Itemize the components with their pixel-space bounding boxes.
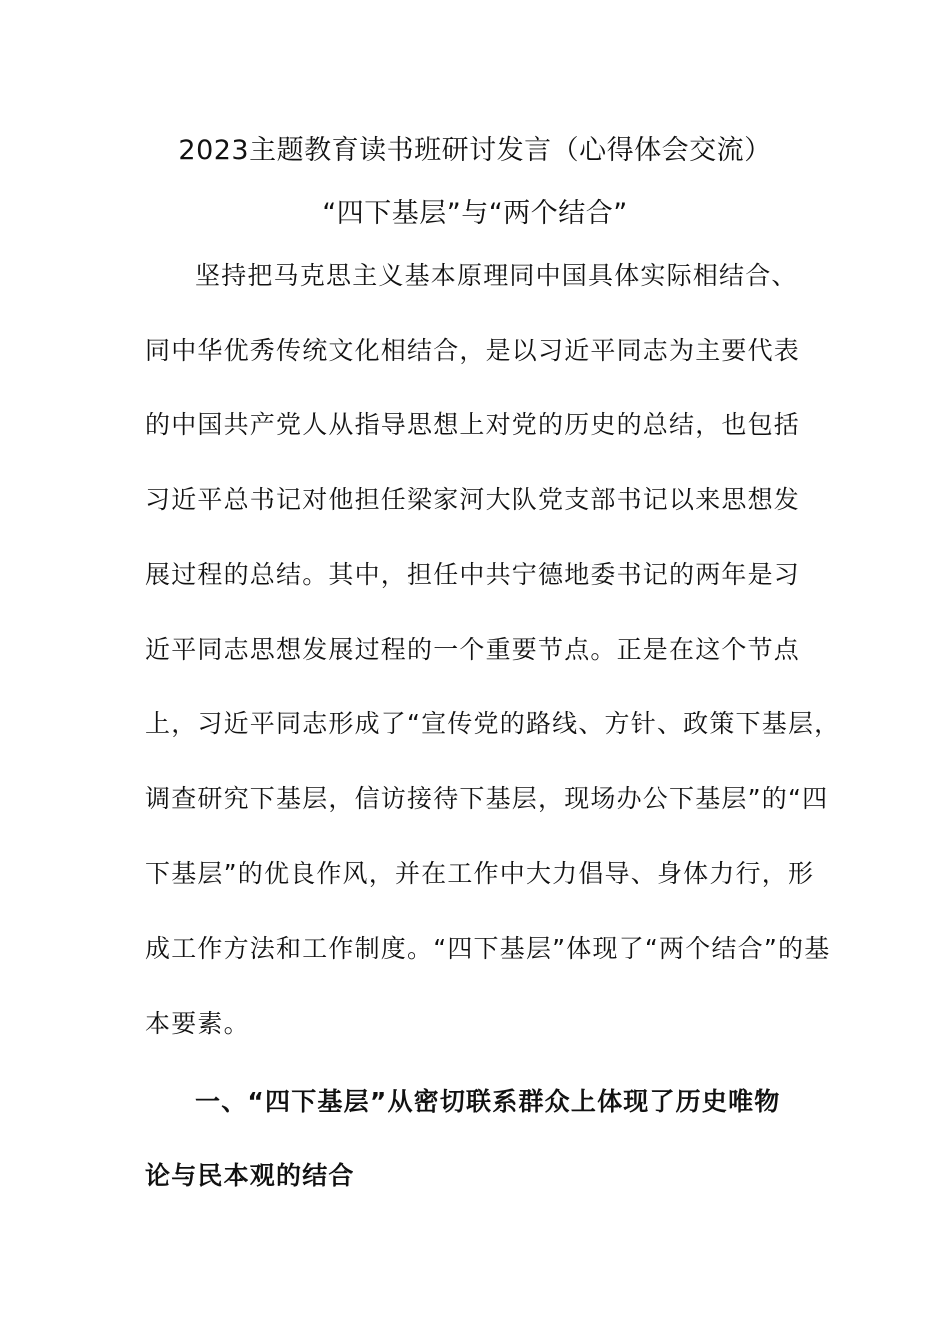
paragraph-line: 习近平总书记对他担任梁家河大队党支部书记以来思想发	[145, 485, 801, 514]
paragraph-line: 成工作方法和工作制度。“四下基层”体现了“两个结合”的基	[145, 934, 831, 963]
section-heading-line: 论与民本观的结合	[145, 1161, 355, 1190]
paragraph-line: 的中国共产党人从指导思想上对党的历史的总结，也包括	[145, 410, 801, 439]
section-heading-line: 一、“四下基层”从密切联系群众上体现了历史唯物	[195, 1087, 781, 1116]
paragraph-line: 近平同志思想发展过程的一个重要节点。正是在这个节点	[145, 635, 801, 664]
document-title: 2023主题教育读书班研讨发言（心得体会交流）	[178, 135, 772, 166]
paragraph-line: 调查研究下基层，信访接待下基层，现场办公下基层”的“四	[145, 784, 829, 813]
paragraph-line: 上，习近平同志形成了“宣传党的路线、方针、政策下基层，	[145, 709, 841, 738]
paragraph-line: 下基层”的优良作风，并在工作中大力倡导、身体力行，形	[145, 859, 815, 888]
paragraph-line: 本要素。	[145, 1009, 250, 1038]
paragraph-line: 坚持把马克思主义基本原理同中国具体实际相结合、	[195, 261, 798, 290]
document-subtitle: “四下基层”与“两个结合”	[322, 198, 628, 229]
paragraph-line: 同中华优秀传统文化相结合，是以习近平同志为主要代表	[145, 336, 801, 365]
paragraph-line: 展过程的总结。其中，担任中共宁德地委书记的两年是习	[145, 560, 801, 589]
